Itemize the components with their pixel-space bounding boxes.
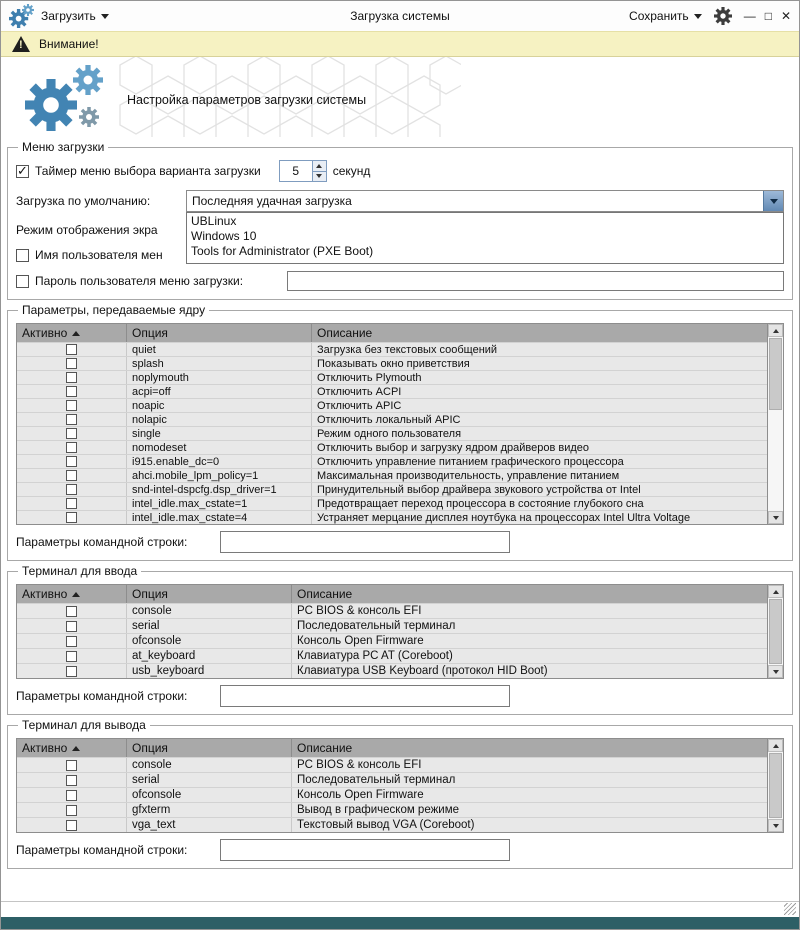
description-cell: PC BIOS & консоль EFI bbox=[297, 759, 422, 771]
row-checkbox[interactable] bbox=[66, 456, 77, 467]
hero-banner bbox=[1, 57, 799, 137]
table-header bbox=[17, 585, 767, 603]
description-cell: Консоль Open Firmware bbox=[297, 789, 424, 801]
column-header-option[interactable]: Опция bbox=[127, 324, 312, 342]
row-checkbox[interactable] bbox=[66, 636, 77, 647]
boot-menu-group bbox=[7, 140, 793, 300]
table-row[interactable] bbox=[17, 510, 767, 524]
option-cell: i915.enable_dc=0 bbox=[127, 455, 312, 468]
timer-spinner[interactable] bbox=[279, 160, 327, 182]
group-title: Меню загрузки bbox=[18, 140, 108, 154]
description-cell: Клавиатура USB Keyboard (протокол HID Boot) bbox=[297, 665, 548, 677]
chevron-down-icon bbox=[694, 14, 702, 19]
row-checkbox[interactable] bbox=[66, 666, 77, 677]
column-header-description[interactable]: Описание bbox=[297, 741, 353, 755]
description-cell: Отключить локальный APIC bbox=[317, 413, 461, 426]
row-checkbox[interactable] bbox=[66, 470, 77, 481]
warning-banner[interactable] bbox=[1, 31, 799, 57]
window-title: Загрузка системы bbox=[350, 9, 450, 23]
kernel-params-group bbox=[7, 303, 793, 561]
cmdline-label: Параметры командной строки: bbox=[16, 843, 188, 857]
table-row[interactable] bbox=[17, 384, 767, 398]
table-row[interactable] bbox=[17, 757, 767, 772]
triangle-down-icon bbox=[316, 174, 322, 178]
column-header-option[interactable]: Опция bbox=[127, 585, 292, 603]
scroll-up-button[interactable] bbox=[768, 739, 783, 752]
app-logo-gears-icon bbox=[9, 4, 35, 28]
row-checkbox[interactable] bbox=[66, 428, 77, 439]
row-checkbox[interactable] bbox=[66, 414, 77, 425]
save-menu-button[interactable] bbox=[629, 9, 702, 23]
option-cell: splash bbox=[127, 357, 312, 370]
window-controls bbox=[744, 10, 791, 22]
close-button[interactable]: ✕ bbox=[780, 9, 791, 23]
table-row[interactable] bbox=[17, 496, 767, 510]
dropdown-option[interactable]: UBLinux bbox=[191, 214, 237, 228]
row-checkbox[interactable] bbox=[66, 498, 77, 509]
description-cell: Отключить выбор и загрузку ядром драйверов видео bbox=[317, 441, 590, 454]
table-row[interactable] bbox=[17, 426, 767, 440]
row-checkbox[interactable] bbox=[66, 372, 77, 383]
maximize-button[interactable]: □ bbox=[764, 9, 772, 23]
output-terminal-cmdline-input[interactable] bbox=[220, 839, 510, 861]
row-checkbox[interactable] bbox=[66, 484, 77, 495]
sort-ascending-icon bbox=[72, 331, 80, 336]
chevron-down-icon bbox=[101, 14, 109, 19]
table-row[interactable] bbox=[17, 663, 767, 678]
table-row[interactable] bbox=[17, 603, 767, 618]
option-cell: console bbox=[127, 604, 292, 618]
option-cell: nolapic bbox=[127, 413, 312, 426]
kernel-cmdline-input[interactable] bbox=[220, 531, 510, 553]
row-checkbox[interactable] bbox=[66, 606, 77, 617]
option-cell: intel_idle.max_cstate=4 bbox=[127, 511, 312, 524]
password-label: Пароль пользователя меню загрузки: bbox=[35, 274, 244, 288]
dropdown-option[interactable]: Tools for Administrator (PXE Boot) bbox=[191, 244, 374, 258]
scrollbar-track[interactable] bbox=[769, 338, 782, 510]
save-menu-label: Сохранить bbox=[629, 9, 689, 23]
titlebar bbox=[1, 1, 799, 31]
option-cell: acpi=off bbox=[127, 385, 312, 398]
table-row[interactable] bbox=[17, 440, 767, 454]
group-title: Терминал для вывода bbox=[18, 718, 150, 732]
password-checkbox[interactable] bbox=[16, 275, 29, 288]
row-checkbox[interactable] bbox=[66, 386, 77, 397]
default-boot-select[interactable] bbox=[186, 190, 784, 258]
minimize-button[interactable]: — bbox=[743, 9, 756, 23]
password-input[interactable] bbox=[287, 271, 784, 291]
output-terminal-table bbox=[16, 738, 784, 833]
option-cell: intel_idle.max_cstate=1 bbox=[127, 497, 312, 510]
option-cell: usb_keyboard bbox=[127, 664, 292, 678]
scrollbar-track[interactable] bbox=[769, 753, 782, 818]
column-header-active[interactable]: Активно bbox=[17, 324, 127, 342]
input-terminal-cmdline-input[interactable] bbox=[220, 685, 510, 707]
warning-text: Внимание! bbox=[39, 37, 99, 51]
option-cell: single bbox=[127, 427, 312, 440]
triangle-up-icon bbox=[773, 744, 779, 748]
option-cell: noapic bbox=[127, 399, 312, 412]
row-checkbox[interactable] bbox=[66, 760, 77, 771]
page-title: Настройка параметров загрузки системы bbox=[127, 93, 367, 107]
scroll-down-button[interactable] bbox=[768, 665, 783, 678]
column-header-description[interactable]: Описание bbox=[317, 326, 373, 340]
kernel-params-table bbox=[16, 323, 784, 525]
table-row[interactable] bbox=[17, 482, 767, 496]
username-label: Имя пользователя мен bbox=[35, 248, 163, 262]
description-cell: Отключить APIC bbox=[317, 399, 402, 412]
scroll-up-button[interactable] bbox=[768, 324, 783, 337]
load-menu-label: Загрузить bbox=[41, 9, 96, 23]
description-cell: Отключить управление питанием графического процессора bbox=[317, 455, 624, 468]
row-checkbox[interactable] bbox=[66, 790, 77, 801]
default-boot-value: Последняя удачная загрузка bbox=[192, 194, 352, 208]
scrollbar-thumb[interactable] bbox=[769, 599, 782, 664]
table-row[interactable] bbox=[17, 356, 767, 370]
scroll-down-button[interactable] bbox=[768, 819, 783, 832]
column-header-active[interactable]: Активно bbox=[17, 585, 127, 603]
option-cell: at_keyboard bbox=[127, 649, 292, 663]
option-cell: gfxterm bbox=[127, 803, 292, 817]
table-row[interactable] bbox=[17, 370, 767, 384]
row-checkbox[interactable] bbox=[66, 805, 77, 816]
cmdline-label: Параметры командной строки: bbox=[16, 689, 188, 703]
description-cell: Последовательный терминал bbox=[297, 774, 456, 786]
column-header-description[interactable]: Описание bbox=[297, 587, 353, 601]
cmdline-label: Параметры командной строки: bbox=[16, 535, 188, 549]
description-cell: Консоль Open Firmware bbox=[297, 635, 424, 647]
bottom-accent-bar bbox=[1, 917, 799, 929]
scrollbar-thumb[interactable] bbox=[769, 338, 782, 410]
description-cell: Последовательный терминал bbox=[297, 620, 456, 632]
triangle-down-icon bbox=[773, 516, 779, 520]
option-cell: ofconsole bbox=[127, 788, 292, 802]
table-row[interactable] bbox=[17, 342, 767, 356]
sort-ascending-icon bbox=[72, 592, 80, 597]
row-checkbox[interactable] bbox=[66, 512, 77, 523]
description-cell: Устраняет мерцание дисплея ноутбука на процессорах Intel Ultra Voltage bbox=[317, 511, 691, 524]
spinner-up-button[interactable] bbox=[313, 161, 326, 171]
description-cell: Максимальная производительность, управление питанием bbox=[317, 469, 620, 482]
group-title: Параметры, передаваемые ядру bbox=[18, 303, 209, 317]
row-checkbox[interactable] bbox=[66, 442, 77, 453]
description-cell: Загрузка без текстовых сообщений bbox=[317, 343, 498, 356]
default-boot-dropdown-list bbox=[186, 212, 784, 264]
timer-value: 5 bbox=[292, 164, 300, 178]
triangle-up-icon bbox=[773, 329, 779, 333]
option-cell: noplymouth bbox=[127, 371, 312, 384]
timer-label: Таймер меню выбора варианта загрузки bbox=[35, 164, 261, 178]
description-cell: Отключить ACPI bbox=[317, 385, 402, 398]
table-row[interactable] bbox=[17, 802, 767, 817]
warning-triangle-icon bbox=[12, 36, 30, 52]
description-cell: Текстовый вывод VGA (Coreboot) bbox=[297, 819, 475, 831]
description-cell: Клавиатура PC AT (Coreboot) bbox=[297, 650, 453, 662]
row-checkbox[interactable] bbox=[66, 775, 77, 786]
table-row[interactable] bbox=[17, 468, 767, 482]
scroll-down-button[interactable] bbox=[768, 511, 783, 524]
row-checkbox[interactable] bbox=[66, 344, 77, 355]
vertical-scrollbar[interactable] bbox=[767, 324, 783, 524]
spinner-down-button[interactable] bbox=[313, 171, 326, 182]
description-cell: Принудительный выбор драйвера звукового устройства от Intel bbox=[317, 483, 641, 496]
table-row[interactable] bbox=[17, 817, 767, 832]
option-cell: serial bbox=[127, 773, 292, 787]
timer-checkbox[interactable] bbox=[16, 165, 29, 178]
option-cell: ahci.mobile_lpm_policy=1 bbox=[127, 469, 312, 482]
description-cell: Отключить Plymouth bbox=[317, 371, 422, 384]
scrollbar-track[interactable] bbox=[769, 599, 782, 664]
vertical-scrollbar[interactable] bbox=[767, 585, 783, 678]
timer-unit-label: секунд bbox=[332, 164, 371, 178]
table-row[interactable] bbox=[17, 772, 767, 787]
table-header bbox=[17, 324, 767, 342]
option-cell: nomodeset bbox=[127, 441, 312, 454]
empty-space bbox=[1, 869, 799, 901]
input-terminal-group bbox=[7, 564, 793, 715]
description-cell: Показывать окно приветствия bbox=[317, 357, 470, 370]
row-checkbox[interactable] bbox=[66, 621, 77, 632]
sort-ascending-icon bbox=[72, 746, 80, 751]
table-row[interactable] bbox=[17, 648, 767, 663]
row-checkbox[interactable] bbox=[66, 820, 77, 831]
input-terminal-table bbox=[16, 584, 784, 679]
description-cell: Режим одного пользователя bbox=[317, 427, 462, 440]
settings-gear-icon[interactable] bbox=[714, 7, 732, 25]
option-cell: serial bbox=[127, 619, 292, 633]
table-row[interactable] bbox=[17, 787, 767, 802]
triangle-down-icon bbox=[773, 670, 779, 674]
triangle-up-icon bbox=[316, 164, 322, 168]
combo-dropdown-button[interactable] bbox=[763, 191, 783, 211]
output-terminal-group bbox=[7, 718, 793, 869]
load-menu-button[interactable] bbox=[41, 9, 109, 23]
username-checkbox[interactable] bbox=[16, 249, 29, 262]
triangle-down-icon bbox=[770, 199, 778, 204]
triangle-up-icon bbox=[773, 590, 779, 594]
row-checkbox[interactable] bbox=[66, 400, 77, 411]
option-cell: vga_text bbox=[127, 818, 292, 832]
row-checkbox[interactable] bbox=[66, 651, 77, 662]
default-boot-label: Загрузка по умолчанию: bbox=[16, 194, 151, 208]
scroll-up-button[interactable] bbox=[768, 585, 783, 598]
row-checkbox[interactable] bbox=[66, 358, 77, 369]
option-cell: console bbox=[127, 758, 292, 772]
table-row[interactable] bbox=[17, 398, 767, 412]
status-bar bbox=[1, 901, 799, 917]
scrollbar-thumb[interactable] bbox=[769, 753, 782, 818]
option-cell: snd-intel-dspcfg.dsp_driver=1 bbox=[127, 483, 312, 496]
option-cell: quiet bbox=[127, 343, 312, 356]
triangle-down-icon bbox=[773, 824, 779, 828]
dropdown-option[interactable]: Windows 10 bbox=[191, 229, 257, 243]
group-title: Терминал для ввода bbox=[18, 564, 141, 578]
table-row[interactable] bbox=[17, 618, 767, 633]
table-row[interactable] bbox=[17, 412, 767, 426]
column-header-active[interactable]: Активно bbox=[17, 739, 127, 757]
table-row[interactable] bbox=[17, 454, 767, 468]
boot-config-gears-icon bbox=[21, 63, 121, 135]
table-header bbox=[17, 739, 767, 757]
description-cell: Предотвращает переход процессора в состояние глубокого сна bbox=[317, 497, 644, 510]
column-header-option[interactable]: Опция bbox=[127, 739, 292, 757]
table-row[interactable] bbox=[17, 633, 767, 648]
description-cell: Вывод в графическом режиме bbox=[297, 804, 460, 816]
resize-grip[interactable] bbox=[784, 903, 796, 915]
description-cell: PC BIOS & консоль EFI bbox=[297, 605, 422, 617]
vertical-scrollbar[interactable] bbox=[767, 739, 783, 832]
option-cell: ofconsole bbox=[127, 634, 292, 648]
display-mode-label: Режим отображения экра bbox=[16, 223, 158, 237]
